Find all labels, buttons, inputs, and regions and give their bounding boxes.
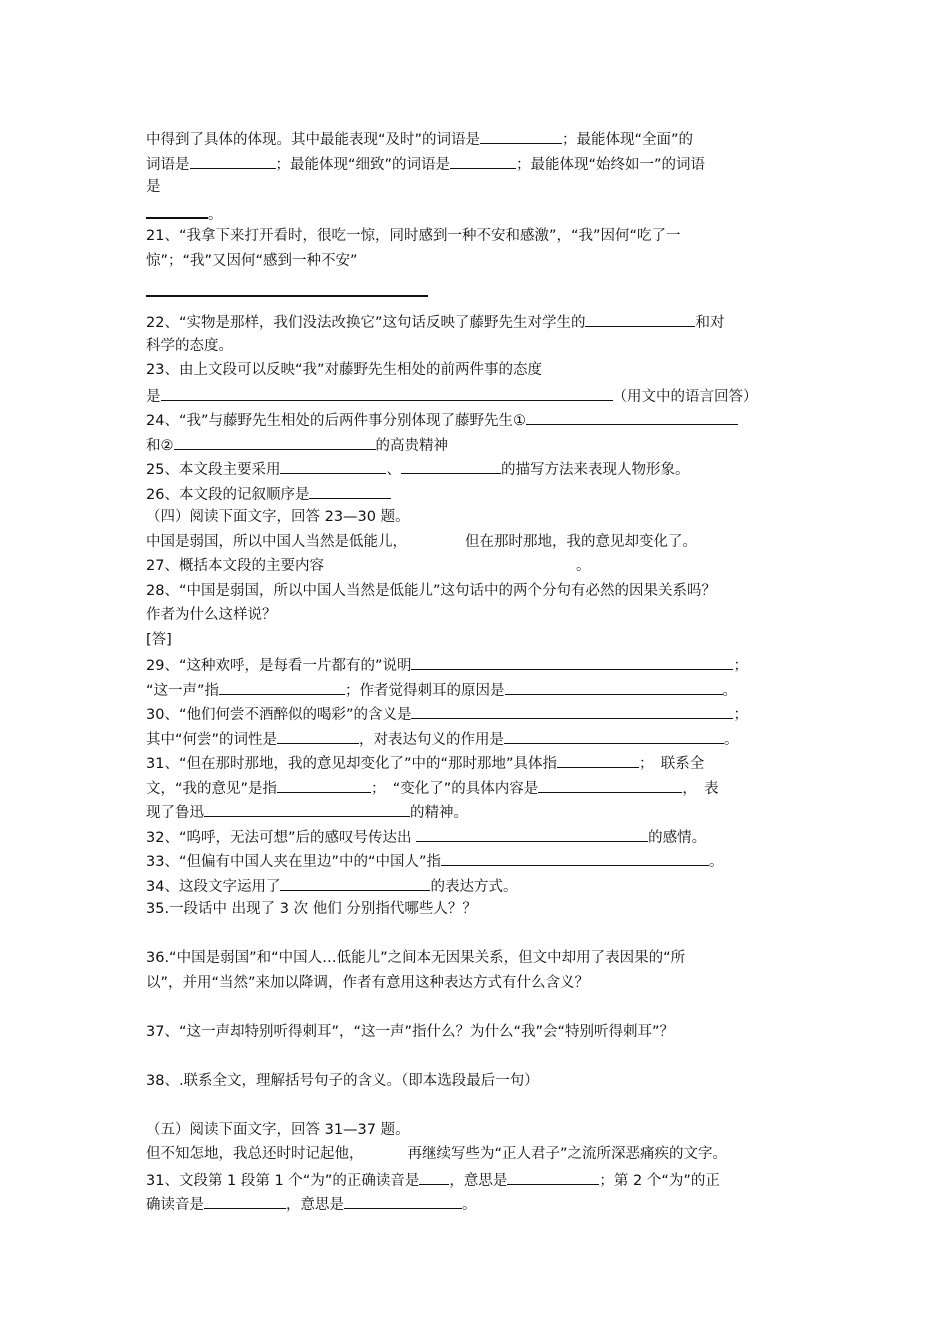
- answer-blank[interactable]: [419, 1167, 449, 1185]
- text-line: [146, 273, 822, 309]
- text: 28、“中国是弱国，所以中国人当然是低能儿”这句话中的两个分句有必然的因果关系吗？: [146, 582, 716, 599]
- answer-blank[interactable]: [505, 677, 723, 695]
- text: 27、概括本文段的主要内容: [146, 558, 324, 574]
- answer-blank[interactable]: [146, 273, 428, 297]
- text: 30、“他们何尝不酒醉似的喝彩”的含义是: [146, 707, 412, 723]
- text: 文，“我的意见”是指: [146, 780, 278, 797]
- text: 38、.联系全文，理解括号句子的含义。（即本选段最后一句）: [146, 1072, 539, 1089]
- answer-blank[interactable]: [309, 481, 391, 499]
- text: 、: [386, 462, 401, 478]
- text: ； 联系全: [639, 756, 705, 772]
- text: 科学的态度。: [146, 337, 233, 354]
- answer-blank[interactable]: [344, 1191, 462, 1209]
- text: 词语是: [146, 156, 190, 173]
- question-30: [146, 701, 822, 726]
- text: 是: [146, 388, 161, 405]
- question-24: [146, 407, 822, 432]
- answer-blank[interactable]: [280, 873, 430, 891]
- question-36: [146, 946, 822, 971]
- text: ，对表达句义的作用是: [359, 731, 505, 748]
- text-line: [146, 971, 822, 996]
- document-page: [146, 126, 822, 1216]
- text: ，意思是: [449, 1172, 508, 1189]
- question-34: [146, 873, 822, 898]
- text: 25、本文段主要采用: [146, 462, 281, 478]
- text: 。: [575, 558, 591, 574]
- text-line: [146, 200, 822, 225]
- answer-blank[interactable]: [526, 407, 738, 425]
- text: 33、“但偏有中国人夹在里边”中的“中国人”指: [146, 854, 441, 870]
- text: 24、“我”与藤野先生相处的后两件事分别体现了藤野先生①: [146, 413, 526, 429]
- text-line: [146, 249, 822, 274]
- text: ；: [733, 658, 748, 674]
- answer-blank[interactable]: [190, 151, 276, 169]
- answer-blank[interactable]: [204, 1191, 286, 1209]
- answer-blank[interactable]: [480, 126, 562, 144]
- text: ， 表: [682, 780, 719, 797]
- answer-blank[interactable]: [204, 799, 410, 817]
- text: （用文中的语言回答）: [612, 388, 758, 405]
- answer-blank[interactable]: [411, 701, 733, 719]
- text: 。: [709, 854, 724, 870]
- text: 以”，并用“当然”来加以降调，作者有意用这种表达方式有什么含义？: [146, 974, 590, 991]
- text: ；最能体现“全面”的: [562, 132, 694, 148]
- question-32: [146, 824, 822, 849]
- answer-label: [146, 628, 822, 653]
- text-line: [146, 432, 822, 457]
- text: 的精神。: [410, 805, 468, 821]
- answer-blank[interactable]: [450, 151, 516, 169]
- text-line: [146, 151, 822, 176]
- text-line: [146, 1191, 822, 1216]
- text: 现了鲁迅: [146, 805, 204, 821]
- answer-blank[interactable]: [538, 775, 682, 793]
- question-38: [146, 1069, 822, 1094]
- answer-blank[interactable]: [161, 383, 613, 401]
- text: 作者为什么这样说？: [146, 607, 277, 623]
- text-line: [146, 334, 822, 359]
- text: 。: [722, 682, 738, 699]
- text: 。: [462, 1197, 477, 1213]
- text: 23、由上文段可以反映“我”对藤野先生相处的前两件事的态度: [146, 362, 542, 378]
- text: 36.“中国是弱国”和“中国人…低能儿”之间本无因果关系，但文中却用了表因果的“所: [146, 950, 686, 966]
- text: 但不知怎地，我总还时时记起他，: [146, 1146, 364, 1162]
- text: 和对: [695, 315, 725, 331]
- text: 21、“我拿下来打开看时，很吃一惊，同时感到一种不安和感激”，“我”因何“吃了一: [146, 228, 681, 244]
- question-23: [146, 358, 822, 383]
- text: “这一声”指: [146, 682, 220, 699]
- text: 的表达方式。: [430, 878, 518, 895]
- question-28: [146, 579, 822, 604]
- text: 。: [724, 731, 739, 748]
- text: 中国是弱国，所以中国人当然是低能儿，: [146, 533, 407, 550]
- section-5-passage: [146, 1142, 822, 1167]
- text-line: [146, 126, 822, 151]
- question-35: [146, 897, 822, 922]
- text: 37、“这一声却特别听得刺耳”，“这一声”指什么？为什么“我”会“特别听得刺耳”？: [146, 1023, 675, 1040]
- answer-blank[interactable]: [401, 456, 501, 474]
- question-33: [146, 848, 822, 873]
- text-line: [146, 603, 822, 628]
- text: [答]: [146, 631, 172, 648]
- text: ；: [733, 707, 748, 723]
- answer-blank[interactable]: [585, 309, 695, 327]
- section-4-passage: [146, 530, 822, 555]
- section-4-heading: [146, 505, 822, 530]
- text: （四）阅读下面文字，回答 23—30 题。: [146, 509, 410, 525]
- section-5-heading: [146, 1118, 822, 1143]
- text: 35.一段话中 出现了 3 次 他们 分别指代哪些人？？: [146, 901, 477, 917]
- question-29: [146, 652, 822, 677]
- text: 再继续写些为“正人君子”之流所深恶痛疾的文字。: [407, 1146, 728, 1162]
- text: 确读音是: [146, 1197, 204, 1213]
- text-line: [146, 383, 822, 408]
- text-line: [146, 677, 822, 702]
- question-25: [146, 456, 822, 481]
- text-line: [146, 775, 822, 800]
- text: ； “变化了”的具体内容是: [371, 780, 539, 797]
- question-31-section5: [146, 1167, 822, 1192]
- text: 31、“但在那时那地，我的意见却变化了”中的“那时那地”具体指: [146, 756, 557, 772]
- answer-blank[interactable]: [174, 432, 376, 450]
- answer-blank[interactable]: [411, 652, 733, 670]
- text: 中得到了具体的体现。其中最能表现“及时”的词语是: [146, 132, 481, 148]
- text: ；作者觉得刺耳的原因是: [345, 682, 505, 699]
- text: 29、“这种欢呼，是每看一片都有的”说明: [146, 658, 412, 674]
- answer-blank[interactable]: [441, 848, 709, 866]
- text-line: [146, 175, 822, 200]
- text: ；最能体现“细致”的词语是: [275, 156, 451, 173]
- answer-blank[interactable]: [416, 824, 648, 842]
- answer-blank[interactable]: [277, 775, 371, 793]
- answer-blank[interactable]: [507, 1167, 599, 1185]
- text: ；第 2 个“为”的正: [599, 1172, 720, 1189]
- text-line: [146, 726, 822, 751]
- text: 但在那时那地，我的意见却变化了。: [465, 533, 697, 550]
- answer-blank[interactable]: [146, 200, 208, 219]
- text: 22、“实物是那样，我们没法改换它”这句话反映了藤野先生对学生的: [146, 315, 586, 331]
- text: （五）阅读下面文字，回答 31—37 题。: [146, 1121, 410, 1138]
- text: 26、本文段的记叙顺序是: [146, 486, 310, 503]
- text: 32、“呜呼，无法可想”后的感叹号传达出: [146, 829, 412, 846]
- text: ；最能体现“始终如一”的词语: [516, 156, 706, 173]
- question-26: [146, 481, 822, 506]
- text: 惊”；“我”又因何“感到一种不安”: [146, 252, 358, 269]
- text: 是: [146, 179, 161, 195]
- question-21: [146, 224, 822, 249]
- text: 。: [208, 206, 223, 223]
- text: 和②: [146, 437, 174, 454]
- question-27: [146, 554, 822, 579]
- answer-blank[interactable]: [219, 677, 345, 695]
- text: 34、这段文字运用了: [146, 878, 281, 895]
- text: ，意思是: [286, 1197, 344, 1213]
- text: 31、文段第 1 段第 1 个“为”的正确读音是: [146, 1172, 420, 1189]
- question-22: [146, 309, 822, 334]
- answer-blank[interactable]: [504, 726, 724, 744]
- text: 的高贵精神: [375, 437, 448, 454]
- text: 的描写方法来表现人物形象。: [500, 462, 690, 478]
- text: 的感情。: [648, 829, 707, 846]
- question-37: [146, 1020, 822, 1045]
- text: 其中“何尝”的词性是: [146, 731, 278, 748]
- answer-blank[interactable]: [557, 750, 639, 768]
- answer-blank[interactable]: [277, 726, 359, 744]
- text-line: [146, 799, 822, 824]
- answer-blank[interactable]: [280, 456, 386, 474]
- question-31: [146, 750, 822, 775]
